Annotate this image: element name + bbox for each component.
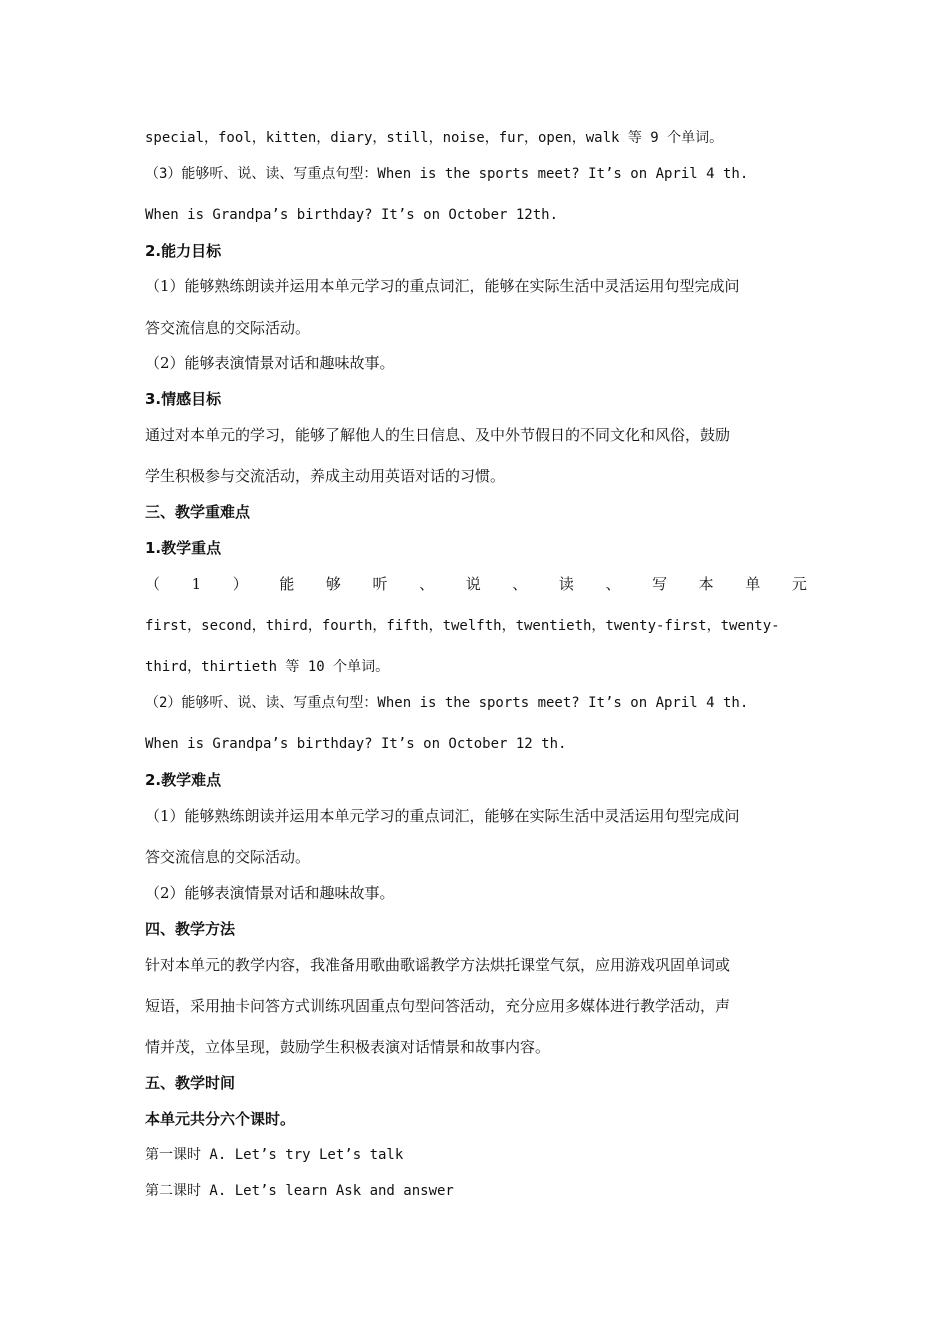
paragraph-line: （1）能够熟练朗读并运用本单元学习的重点词汇，能够在实际生活中灵活运用句型完成问 [145, 277, 740, 295]
sentence-pattern-line: （3）能够听、说、读、写重点句型：When is the sports meet? It’s on April 4 th. [145, 166, 749, 182]
paragraph-line: （2）能够表演情景对话和趣味故事。 [145, 884, 395, 902]
section-heading: 1.教学重点 [145, 539, 222, 557]
summary-line: 本单元共分六个课时。 [145, 1110, 296, 1128]
justified-char: 说 [465, 575, 481, 593]
vocab-line: special，fool，kitten，diary，still，noise，fur，open，walk 等 9 个单词。 [145, 130, 724, 146]
chapter-heading: 五、教学时间 [145, 1074, 236, 1092]
vocab-line: third，thirtieth 等 10 个单词。 [145, 659, 390, 675]
justified-char: 、 [419, 575, 435, 593]
sentence-pattern-line: （2）能够听、说、读、写重点句型：When is the sports meet? It’s on April 4 th. [145, 695, 749, 711]
justified-char: 单 [745, 575, 761, 593]
paragraph-line: 答交流信息的交际活动。 [145, 848, 311, 866]
paragraph-line: 答交流信息的交际活动。 [145, 319, 311, 337]
paragraph-line: （2）能够表演情景对话和趣味故事。 [145, 354, 395, 372]
justified-char: 、 [512, 575, 528, 593]
justified-char: 本 [698, 575, 714, 593]
chapter-heading: 四、教学方法 [145, 920, 236, 938]
paragraph-line: 学生积极参与交流活动，养成主动用英语对话的习惯。 [145, 467, 506, 485]
lesson-line: 第二课时 A. Let’s learn Ask and answer [145, 1183, 454, 1199]
sentence-pattern-line: When is Grandpa’s birthday? It’s on October 12 th. [145, 736, 567, 752]
section-heading: 3.情感目标 [145, 390, 222, 408]
paragraph-line: 通过对本单元的学习，能够了解他人的生日信息、及中外节假日的不同文化和风俗，鼓励 [145, 426, 731, 444]
justified-char: 能 [279, 575, 295, 593]
justified-char: 、 [605, 575, 621, 593]
chapter-heading: 三、教学重难点 [145, 503, 251, 521]
justified-char: 够 [325, 575, 341, 593]
paragraph-line: 短语，采用抽卡问答方式训练巩固重点句型问答活动，充分应用多媒体进行教学活动，声 [145, 997, 731, 1015]
justified-char: 写 [652, 575, 668, 593]
justified-char: （ [145, 575, 161, 593]
justified-char: ） [232, 575, 248, 593]
justified-char: 听 [372, 575, 388, 593]
lesson-line: 第一课时 A. Let’s try Let’s talk [145, 1147, 404, 1163]
vocab-line: first，second，third，fourth，fifth，twelfth，twentieth，twenty-first，twenty- [145, 618, 780, 634]
justified-char: 元 [791, 575, 807, 593]
justified-char: 读 [558, 575, 574, 593]
paragraph-line: （1）能够熟练朗读并运用本单元学习的重点词汇，能够在实际生活中灵活运用句型完成问 [145, 807, 740, 825]
justified-char: 1 [191, 575, 202, 593]
sentence-pattern-line: When is Grandpa’s birthday? It’s on October 12th. [145, 207, 559, 223]
paragraph-line: 情并茂，立体呈现，鼓励学生积极表演对话情景和故事内容。 [145, 1038, 551, 1056]
paragraph-line: 针对本单元的教学内容，我准备用歌曲歌谣教学方法烘托课堂气氛，应用游戏巩固单词或 [145, 956, 731, 974]
justified-line [145, 574, 807, 594]
section-heading: 2.能力目标 [145, 242, 222, 260]
section-heading: 2.教学难点 [145, 771, 222, 789]
